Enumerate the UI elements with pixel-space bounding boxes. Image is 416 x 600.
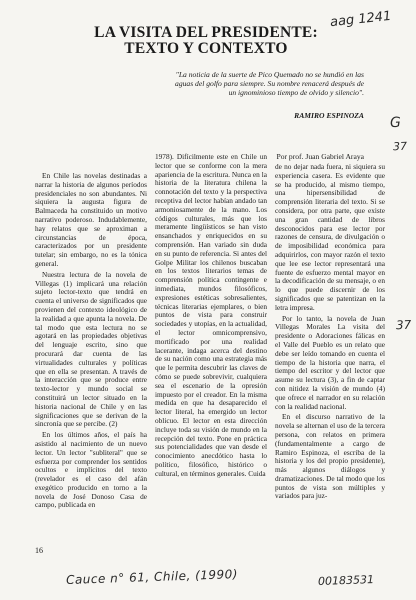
- article-title: [86, 25, 326, 57]
- article-title-line-1: LA VISITA DEL PRESIDENTE:: [94, 24, 318, 41]
- paragraph: 1978). Difícilmente este en Chile un lector que se conforme con la mera apariencia de la escritura. Nunca en la historia de la literatura chilena la connotación del texto y la perspectiva receptiva del lector habían andado tan armoniosamente de la mano. Los códigos culturales, más que los meramente lingüísticos se han visto ensanchados y enriquecidos en su comprensión. Han variado sin duda en su punto de referencia. Si antes del Golpe Militar los chilenos buscaban en los textos literarios temas de comprensión política contingente e inmediata, mundos filosóficos, expresiones estéticas sobresalientes, técnicas literarias ejemplares, o bien puntos de vista para construir sociedades y utopías, en la actualidad, el lector omnicomprensivo, mortificado por una realidad lacerante, indaga acerca del destino de su nación como una estrategia más que le permita descubrir las claves de cómo se puede sobrevivir, cualquiera sea el escenario de la opresión impuesto por el creador. En la misma medida en que ha desaparecido el lector literal, ha emergido un lector oblicuo. El lector en esta dirección incluye toda su visión de mundo en la recepción del texto. Pone en práctica sus potencialidades que van desde el conocimiento anecdótico hasta lo político, filosófico, histórico o cultural, en términos generales. Cuida: [155, 152, 267, 478]
- paragraph: En el discurso narrativo de la novela se alternan el uso de la tercera persona, con relatos en primera (fundamentalmente a cargo de Ramiro Espinoza, el escriba de la historia y los del propio presidente), más algunos diálogos y dramatizaciones. De tal modo que los puntos de vista son múltiples y variados para juz-: [275, 412, 385, 501]
- text-column-2: [155, 153, 267, 480]
- page-number: 16: [35, 546, 43, 555]
- paragraph: En los últimos años, el país ha asistido al nacimiento de un nuevo lector. Un lector "subliteral" que se esfuerza por comprender los sentidos ocultos e implícitos del texto (revelador es el caso del afán exegético producido en torno a la novela de José Donoso Casa de campo, publicada en: [35, 430, 147, 510]
- handwritten-margin-mark: 37: [392, 139, 408, 154]
- text-column-1: [35, 172, 147, 512]
- epigraph-author: RAMIRO ESPINOZA: [294, 111, 364, 120]
- handwritten-margin-mark: G: [389, 114, 402, 132]
- article-title-line-2: TEXTO Y CONTEXTO: [124, 40, 288, 57]
- byline: Por prof. Juan Gabriel Araya: [276, 152, 364, 161]
- paragraph: de no dejar nada fuera, ni siquiera su experiencia casera. Es evidente que se ha producido, al mismo tiempo, una hipersensibilidad de comprensión literaria del texto. Si se considera, por otra parte, que existe una gran cantidad de libros desconocidos para ese lector por razones de censura, de divulgación o de imposibilidad económica para adquirirlos, con mayor razón el texto que lee ese lector representará una fuente de esfuerzo mental mayor en la decodificación de su mensaje, o en lo que puede discernir de los significados que se patentizan en la letra impresa.: [275, 162, 385, 312]
- handwritten-note-top: aag 1241: [329, 8, 393, 31]
- handwritten-source-note: Cauce n° 61, Chile, (1990): [65, 567, 239, 587]
- text-column-3: [275, 163, 385, 503]
- paragraph: En Chile las novelas destinadas a narrar la historia de algunos períodos presidenciales no son abundantes. Ni siquiera la augusta figura de Balmaceda ha constituido un motivo narrativo poderoso. Indudablemente, hay relatos que se aproximan a circunstancias de época, caracterizados por un presidente tutelar; sin embargo, no es la tónica general.: [35, 171, 147, 268]
- paragraph: Por lo tanto, la novela de Juan Villegas Morales La visita del presidente o Adoraciones fálicas en el Valle del Pueblo es un relato que debe ser leído tomando en cuenta el tiempo de la historia que narra, el tiempo del escritor y del lector que asume su lectura (3), a fin de captar con nitidez la visión de mundo (4) que ofrece el narrador en su relación con la realidad nacional.: [275, 313, 385, 411]
- paragraph: Nuestra lectura de la novela de Villegas (1) implicará una relación sujeto lector-texto que tendrá en cuenta el universo de significados que provienen del contexto ideológico de la realidad a que apunta la novela. De tal modo que esta lectura no se agotará en las propiedades objetivas del lenguaje escrito, sino que procurará dar cuenta de las virtualidades culturales y políticas que en ella se presentan. A través de la interacción que se produce entre texto-lector y mundo social se constituirá un lector situado en la historia nacional de Chile y en las significaciones que se derivan de la sincronía que se percibe. (2): [35, 269, 147, 429]
- handwritten-catalog-code: 00183531: [317, 573, 375, 588]
- epigraph-quote: "La noticia de la suerte de Pico Quemado no se hundió en las aguas del golfo para siempre. Su nombre renacerá después de un ignominioso tiempo de olvido y silencio".: [175, 70, 364, 97]
- handwritten-margin-mark: 37: [395, 317, 412, 333]
